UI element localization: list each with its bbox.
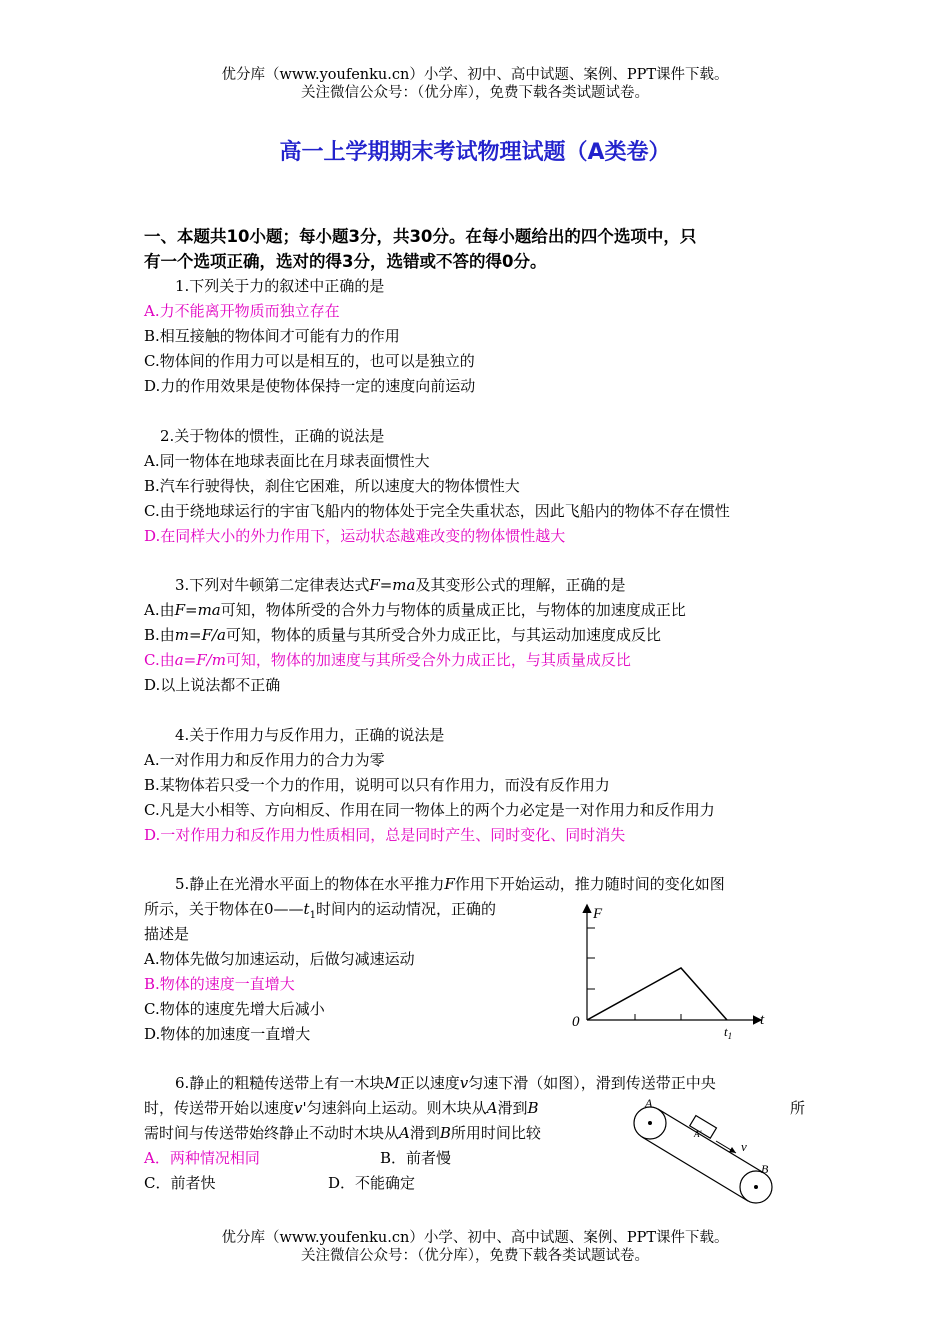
q5-force-time-graph: [560, 898, 780, 1048]
block-label: A': [694, 1129, 702, 1139]
q6-stem-line-1: 6.静止的粗糙传送带上有一木块M正以速度v匀速下滑（如图），滑到传送带正中央: [175, 1074, 716, 1092]
q6-stem-line-3: 需时间与传送带始终静止不动时木块从A滑到B所用时间比较: [144, 1124, 541, 1142]
velocity-label: v: [741, 1139, 747, 1154]
section-instructions: [144, 224, 814, 274]
q6-option-c: C．前者快: [144, 1174, 216, 1192]
q5-stem-line-3: 描述是: [144, 925, 190, 943]
q5-option-c: C.物体的速度先增大后减小: [144, 1000, 325, 1018]
q4-option-c: C.凡是大小相等、方向相反、作用在同一物体上的两个力必定是一对作用力和反作用力: [144, 801, 715, 819]
q2-option-c: C.由于绕地球运行的宇宙飞船内的物体处于完全失重状态，因此飞船内的物体不存在惯性: [144, 502, 730, 520]
belt-bottom: [642, 1137, 748, 1201]
q4-option-a: A.一对作用力和反作用力的合力为零: [144, 751, 385, 769]
q6-option-a: A．两种情况相同: [144, 1149, 260, 1167]
q2-option-d: D.在同样大小的外力作用下，运动状态越难改变的物体惯性越大: [144, 527, 566, 545]
q3-stem: 3.下列对牛顿第二定律表达式F=ma及其变形公式的理解，正确的是: [175, 576, 626, 594]
q1-option-c: C.物体间的作用力可以是相互的，也可以是独立的: [144, 352, 475, 370]
section-line-1: 一、本题共10小题；每小题3分，共30分。在每小题给出的四个选项中，只: [144, 227, 697, 246]
q6-option-b: B．前者慢: [380, 1149, 452, 1167]
footer-line-1: 优分库（www.youfenku.cn）小学、初中、高中试题、案例、PPT课件下载。: [221, 1230, 729, 1246]
q5-option-a: A.物体先做匀加速运动，后做匀减速运动: [144, 950, 415, 968]
belt-top: [658, 1109, 764, 1173]
q5-option-b: B.物体的速度一直增大: [144, 975, 295, 993]
y-axis-label: F: [593, 906, 603, 922]
point-b-label: B: [761, 1162, 769, 1176]
q3-option-b: B.由m=F/a可知，物体的质量与其所受合外力成正比，与其运动加速度成反比: [144, 626, 662, 644]
header-line-1: 优分库（www.youfenku.cn）小学、初中、高中试题、案例、PPT课件下载。: [221, 67, 729, 83]
origin-label: 0: [572, 1014, 580, 1030]
q5-stem-line-2: 所示，关于物体在$0——t_1$时间内的运动情况，正确的: [144, 900, 496, 921]
x-axis-label: t: [760, 1012, 765, 1028]
pulley-a-axle: [648, 1121, 652, 1125]
q6-conveyor-belt-figure: [628, 1095, 788, 1210]
q1-stem: 1.下列关于力的叙述中正确的是: [175, 277, 385, 295]
q6-stem-line-2: 时，传送带开始以速度v'匀速斜向上运动。则木块从A滑到B: [144, 1099, 539, 1117]
page-header: [0, 66, 950, 102]
force-curve: [587, 968, 727, 1020]
q2-option-b: B.汽车行驶得快，刹住它困难，所以速度大的物体惯性大: [144, 477, 520, 495]
q4-option-b: B.某物体若只受一个力的作用，说明可以只有作用力，而没有反作用力: [144, 776, 610, 794]
q3-option-a: A.由F=ma可知，物体所受的合外力与物体的质量成正比，与物体的加速度成正比: [144, 601, 686, 619]
q2-option-a: A.同一物体在地球表面比在月球表面惯性大: [144, 452, 430, 470]
q6-stem-line-2-end: 所: [790, 1099, 806, 1117]
q5-stem-line-1: 5.静止在光滑水平面上的物体在水平推力F作用下开始运动，推力随时间的变化如图: [175, 875, 725, 893]
page-title: 高一上学期期末考试物理试题（A类卷）: [279, 140, 671, 165]
q6-option-d: D．不能确定: [328, 1174, 416, 1192]
header-line-2: 关注微信公众号：（优分库），免费下载各类试题试卷。: [301, 85, 649, 101]
q2-stem: 2.关于物体的惯性，正确的说法是: [160, 427, 385, 445]
q1-option-d: D.力的作用效果是使物体保持一定的速度向前运动: [144, 377, 476, 395]
section-line-2: 有一个选项正确，选对的得3分，选错或不答的得0分。: [144, 252, 547, 271]
q1-option-a: A.力不能离开物质而独立存在: [144, 302, 340, 320]
q1-option-b: B.相互接触的物体间才可能有力的作用: [144, 327, 400, 345]
footer-line-2: 关注微信公众号：（优分库），免费下载各类试题试卷。: [301, 1248, 649, 1264]
q3-option-c: C.由a=F/m可知，物体的加速度与其所受合外力成正比，与其质量成反比: [144, 651, 631, 669]
q5-option-d: D.物体的加速度一直增大: [144, 1025, 311, 1043]
q4-option-d: D.一对作用力和反作用力性质相同，总是同时产生、同时变化、同时消失: [144, 826, 626, 844]
q3-option-d: D.以上说法都不正确: [144, 676, 281, 694]
pulley-b-axle: [754, 1185, 758, 1189]
page-footer: [0, 1229, 950, 1265]
q4-stem: 4.关于作用力与反作用力，正确的说法是: [175, 726, 445, 744]
t1-label: $t_1$: [724, 1024, 733, 1041]
point-a-label: A: [645, 1096, 653, 1110]
